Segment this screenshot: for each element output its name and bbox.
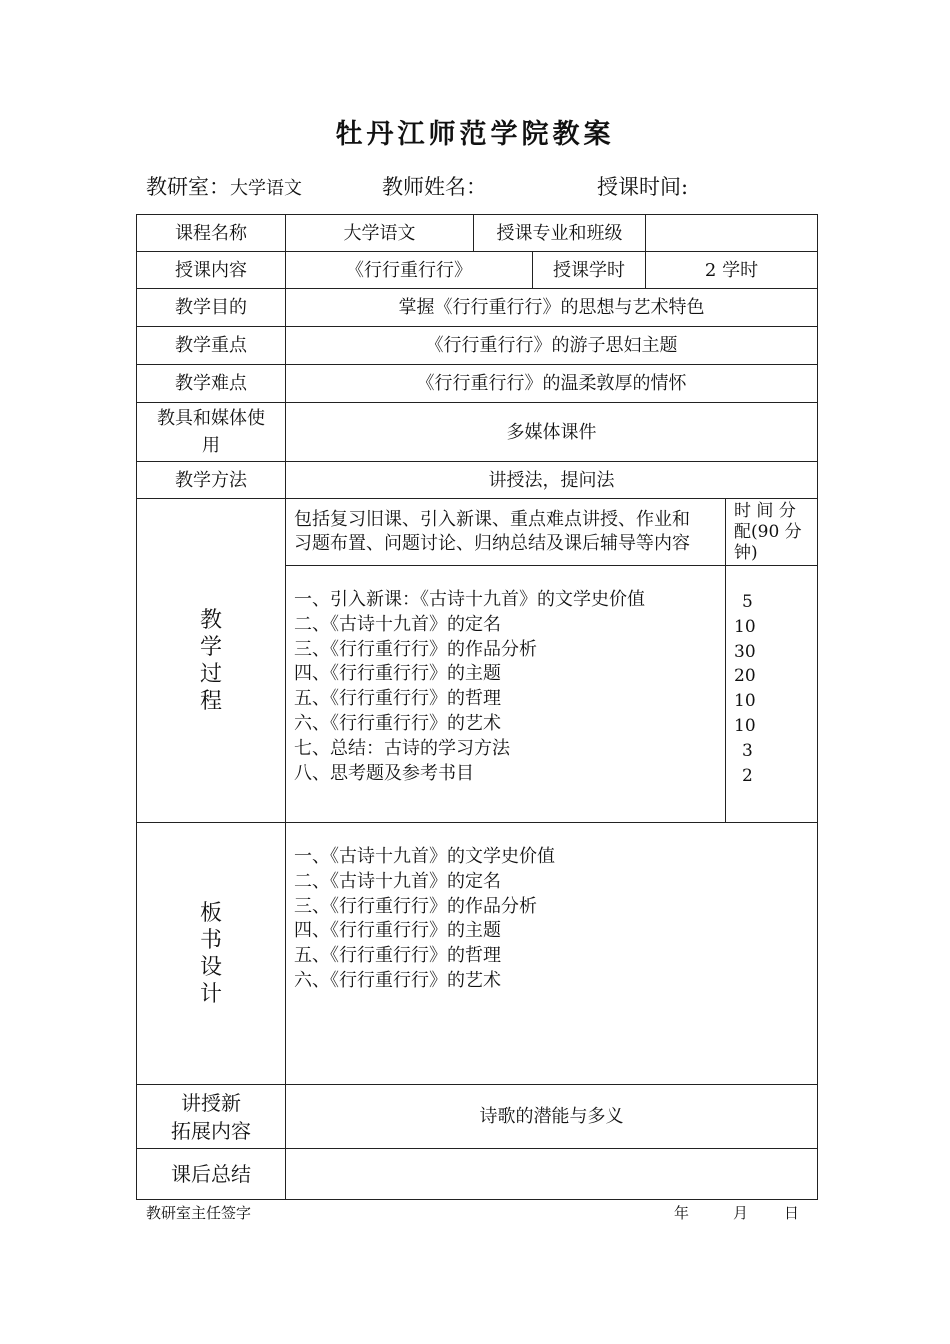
difficulty-value: 《行行重行行》的温柔敦厚的情怀 xyxy=(286,365,818,403)
minutes-value: 30 xyxy=(734,641,756,662)
document-title: 牡丹江师范学院教案 xyxy=(335,119,615,150)
board-item: 四、《行行重行行》的主题 xyxy=(294,920,501,942)
time-label: 授课时间: xyxy=(597,175,689,199)
extension-label xyxy=(137,1085,286,1149)
row-media xyxy=(137,403,818,462)
time-header-line-2: 配(90 分 xyxy=(734,521,802,542)
summary-label: 课后总结 xyxy=(137,1149,286,1200)
teacher-label: 教师姓名： xyxy=(382,175,487,199)
process-items xyxy=(286,566,726,823)
board-item: 一、《古诗十九首》的文学史价值 xyxy=(294,846,555,867)
board-design-label xyxy=(137,823,286,1085)
minutes-value: 5 xyxy=(742,592,753,612)
process-intro-line-1: 包括复习旧课、引入新课、重点难点讲授、作业和 xyxy=(294,509,690,530)
process-item: 八、思考题及参考书目 xyxy=(294,762,474,784)
dept-value: 大学语文 xyxy=(230,178,302,199)
minutes-value: 10 xyxy=(734,616,756,637)
course-name-label: 课程名称 xyxy=(137,215,286,252)
content-label: 授课内容 xyxy=(137,252,286,289)
process-item: 四、《行行重行行》的主题 xyxy=(294,663,501,685)
time-allocation-header xyxy=(726,499,818,566)
purpose-value: 掌握《行行重行行》的思想与艺术特色 xyxy=(286,289,818,327)
director-signature-label: 教研室主任签字 xyxy=(146,1204,252,1222)
board-item: 六、《行行重行行》的艺术 xyxy=(294,969,501,991)
board-label-char: 板 xyxy=(199,900,222,926)
dept-field xyxy=(146,171,302,201)
hours-value: 2 学时 xyxy=(646,252,818,289)
key-point-value: 《行行重行行》的游子思妇主题 xyxy=(286,327,818,365)
time-header-line-1: 时 间 分 xyxy=(734,500,796,521)
key-point-label: 教学重点 xyxy=(137,327,286,365)
extension-label-line-2: 拓展内容 xyxy=(171,1118,251,1143)
process-item: 一、引入新课：《古诗十九首》的文学史价值 xyxy=(294,589,645,610)
row-key-point xyxy=(137,327,818,365)
board-design-items xyxy=(286,823,818,1085)
media-value: 多媒体课件 xyxy=(286,403,818,462)
media-label xyxy=(137,403,286,462)
process-minutes xyxy=(726,566,818,823)
row-summary xyxy=(137,1149,818,1200)
board-label-char: 计 xyxy=(199,981,222,1007)
process-intro xyxy=(286,499,726,566)
major-class-label: 授课专业和班级 xyxy=(474,215,646,252)
method-value: 讲授法，提问法 xyxy=(286,462,818,499)
process-intro-line-2: 习题布置、问题讨论、归纳总结及课后辅导等内容 xyxy=(294,533,690,554)
process-item: 二、《古诗十九首》的定名 xyxy=(294,613,501,635)
process-label-char: 过 xyxy=(199,661,222,687)
board-label-char: 书 xyxy=(199,927,222,953)
row-purpose xyxy=(137,289,818,327)
process-item: 六、《行行重行行》的艺术 xyxy=(294,712,501,734)
process-item: 三、《行行重行行》的作品分析 xyxy=(294,638,537,660)
purpose-label: 教学目的 xyxy=(137,289,286,327)
row-course-name xyxy=(137,215,818,252)
minutes-value: 3 xyxy=(742,740,753,761)
extension-value: 诗歌的潜能与多义 xyxy=(286,1085,818,1149)
process-label-char: 教 xyxy=(199,607,222,633)
board-item: 五、《行行重行行》的哲理 xyxy=(294,945,501,967)
minutes-value: 2 xyxy=(742,765,753,786)
media-label-line-1: 教具和媒体使 xyxy=(157,408,265,429)
process-label-char: 程 xyxy=(199,688,222,714)
row-method xyxy=(137,462,818,499)
row-process-header xyxy=(137,499,818,566)
time-header-line-3: 钟) xyxy=(734,542,758,563)
process-label xyxy=(137,499,286,823)
course-name-value: 大学语文 xyxy=(286,215,474,252)
minutes-value: 20 xyxy=(734,666,756,687)
lesson-plan-table xyxy=(136,214,818,1200)
process-item: 五、《行行重行行》的哲理 xyxy=(294,688,501,710)
difficulty-label: 教学难点 xyxy=(137,365,286,403)
extension-label-line-1: 讲授新 xyxy=(181,1090,241,1115)
date-month-label: 月 xyxy=(733,1204,749,1222)
date-year-label: 年 xyxy=(674,1204,690,1222)
row-board-design xyxy=(137,823,818,1085)
content-value: 《行行重行行》 xyxy=(286,252,533,289)
major-class-value xyxy=(646,215,818,252)
media-label-line-2: 用 xyxy=(202,435,220,456)
hours-label: 授课学时 xyxy=(533,252,646,289)
date-day-label: 日 xyxy=(784,1204,800,1222)
board-item: 三、《行行重行行》的作品分析 xyxy=(294,895,537,917)
row-difficulty xyxy=(137,365,818,403)
minutes-value: 10 xyxy=(734,715,756,736)
dept-label: 教研室： xyxy=(146,175,230,199)
row-extension xyxy=(137,1085,818,1149)
summary-value xyxy=(286,1149,818,1200)
minutes-value: 10 xyxy=(734,691,756,712)
row-content xyxy=(137,252,818,289)
board-item: 二、《古诗十九首》的定名 xyxy=(294,870,501,892)
method-label: 教学方法 xyxy=(137,462,286,499)
board-label-char: 设 xyxy=(199,954,222,980)
process-label-char: 学 xyxy=(199,634,222,660)
process-item: 七、总结：古诗的学习方法 xyxy=(294,737,510,759)
